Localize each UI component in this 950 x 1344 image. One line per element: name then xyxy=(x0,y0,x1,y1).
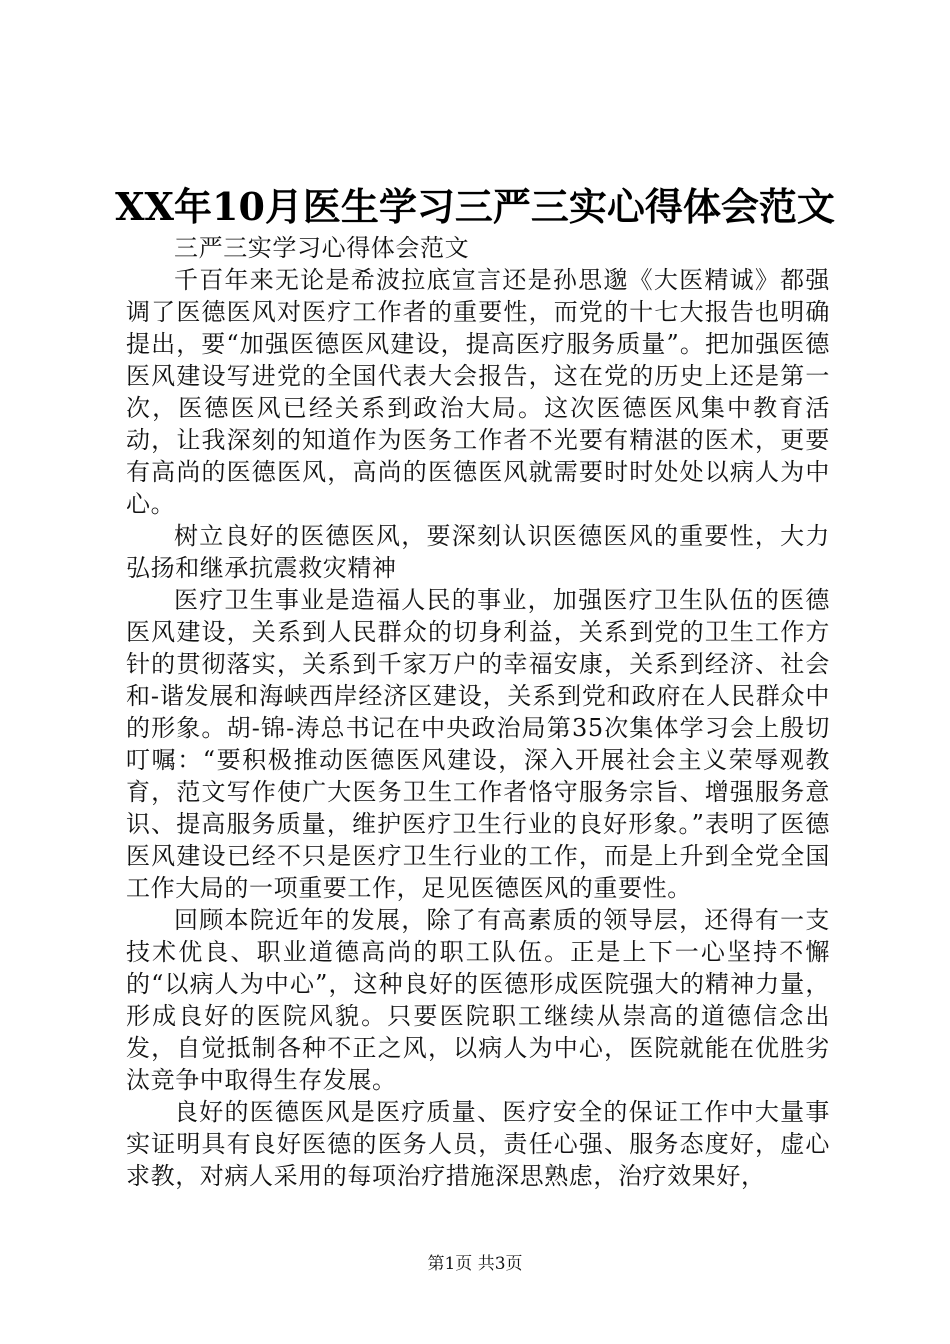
paragraph-5: 良好的医德医风是医疗质量、医疗安全的保证工作中大量事实证明具有良好医德的医务人员，责任心强、服务态度好，虚心求教，对病人采用的每项治疗措施深思熟虑，治疗效果好， xyxy=(126,1098,830,1190)
page-footer: 第1页 共3页 xyxy=(427,1254,523,1274)
paragraph-4: 回顾本院近年的发展，除了有高素质的领导层，还得有一支技术优良、职业道德高尚的职工队伍。正是上下一心坚持不懈的“以病人为中心”，这种良好的医德形成医院强大的精神力量，形成良好的医院风貌。只要医院职工继续从崇高的道德信念出发，自觉抵制各种不正之风，以病人为中心，医院就能在优胜劣汰竞争中取得生存发展。 xyxy=(126,906,830,1094)
document-subtitle: 三严三实学习心得体会范文 xyxy=(174,234,470,262)
paragraph-2: 树立良好的医德医风，要深刻认识医德医风的重要性，大力弘扬和继承抗震救灾精神 xyxy=(126,522,830,582)
paragraph-3: 医疗卫生事业是造福人民的事业，加强医疗卫生队伍的医德医风建设，关系到人民群众的切身利益，关系到党的卫生工作方针的贯彻落实，关系到千家万户的幸福安康，关系到经济、社会和-谐发展和海峡西岸经济区建设，关系到党和政府在人民群众中的形象。胡-锦-涛总书记在中央政治局第35次集体学习会上殷切叮嘱：“要积极推动医德医风建设，深入开展社会主义荣辱观教育，范文写作使广大医务卫生工作者恪守服务宗旨、增强服务意识、提高服务质量，维护医疗卫生行业的良好形象。”表明了医德医风建设已经不只是医疗卫生行业的工作，而是上升到全党全国工作大局的一项重要工作，足见医德医风的重要性。 xyxy=(126,586,830,902)
document-body xyxy=(126,232,830,1192)
paragraph-1: 千百年来无论是希波拉底宣言还是孙思邈《大医精诚》都强调了医德医风对医疗工作者的重要性，而党的十七大报告也明确提出，要“加强医德医风建设，提高医疗服务质量”。把加强医德医风建设写进党的全国代表大会报告，这在党的历史上还是第一次，医德医风已经关系到政治大局。这次医德医风集中教育活动，让我深刻的知道作为医务工作者不光要有精湛的医术，更要有高尚的医德医风，高尚的医德医风就需要时时处处以病人为中心。 xyxy=(126,266,830,518)
document-title: XX年10月医生学习三严三实心得体会范文 xyxy=(115,184,835,229)
